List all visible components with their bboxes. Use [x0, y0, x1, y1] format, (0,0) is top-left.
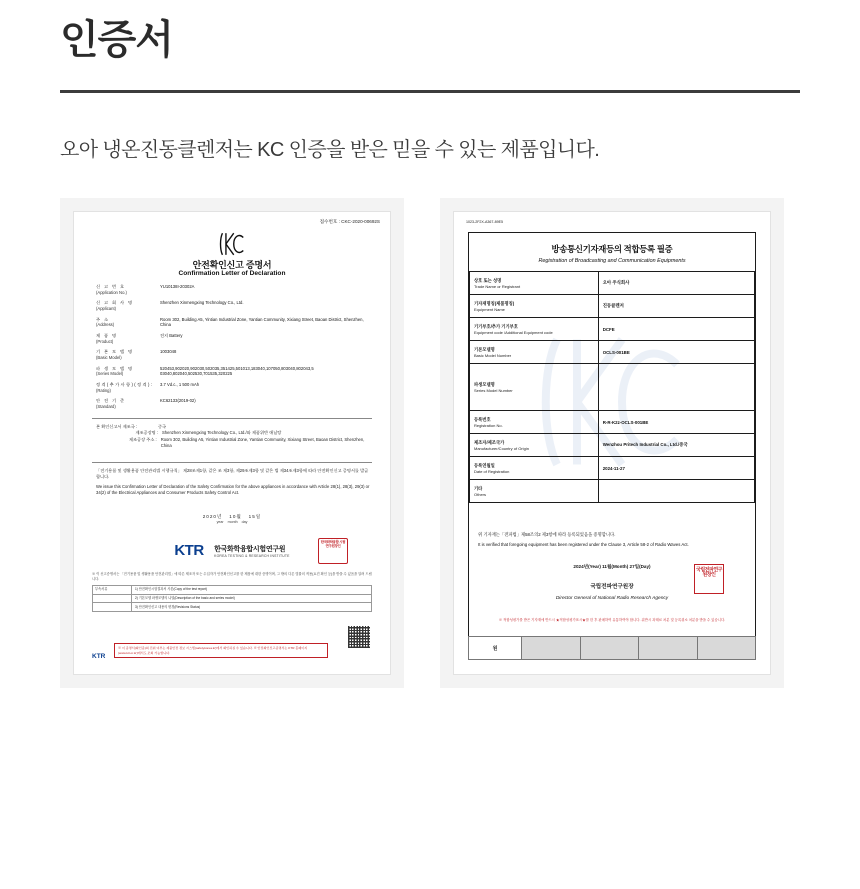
table-row [470, 411, 755, 434]
field-label-ko: 기 본 모 델 명 [96, 349, 134, 355]
issue-date [74, 514, 390, 524]
table-row [96, 284, 372, 295]
table-cell-label [470, 411, 599, 434]
table-row [96, 382, 372, 393]
table-cell-value: R-R-K2z-OCLS-001BE [598, 411, 754, 434]
page-title: 인증서 [60, 18, 173, 62]
table-cell-label [470, 364, 599, 411]
issue-year-en: year [216, 520, 224, 524]
kc-logo-icon [219, 232, 245, 256]
table-cell-label [470, 457, 599, 480]
table-row [96, 333, 372, 344]
table-cell-label [470, 480, 599, 503]
row-label-ko: 기자재명칭(제품명칭) [474, 300, 515, 306]
right-doc-number: 1023-2F2X-A367-89E5 [466, 220, 503, 224]
certificate-gallery [60, 198, 800, 688]
field-label-ko: 주 소 [96, 316, 110, 322]
left-footnotes [92, 572, 372, 612]
issuer-stamp: 한국화학융합 시험연구원장인 [318, 538, 348, 564]
right-title-ko: 방송통신기자재등의 적합등록 필증 [551, 244, 673, 254]
field-value: 전지 Battery [160, 333, 183, 339]
table-row [470, 457, 755, 480]
footer-strip-cell [522, 637, 581, 659]
table-row [93, 586, 371, 595]
row-label-en: Series Model Number [474, 387, 513, 393]
table-row [93, 603, 371, 611]
registration-table [469, 271, 755, 503]
ktr-logo-text: KTR [174, 542, 204, 560]
field-label-en: (Series Model) [96, 371, 124, 377]
factory-address-value: Room 302, Building A5, Yintian Industrial Zone, Yantian Community, Xixiang Street, Baoan District, Shenzhen, China [160, 436, 365, 448]
left-title-en: Confirmation Letter of Declaration [178, 270, 286, 277]
footer-strip-label: 원 [469, 637, 522, 659]
row-label-en: Trade Name or Registrant [474, 283, 521, 289]
attachment-value: 1) 안전확인시험결과서 사본(Copy of the test report) [135, 587, 208, 592]
ktr-footer-logo: KTR [92, 653, 106, 660]
table-row [96, 317, 372, 328]
page-subtitle: 오아 냉온진동클렌저는 KC 인증을 받은 믿을 수 있는 제품입니다. [60, 139, 600, 161]
origin-block [96, 424, 372, 449]
field-label-en: (Application No.) [96, 289, 127, 295]
certificate-card-radio [440, 198, 784, 688]
verification-note-ko: 위 기자재는「전파법」제58조의2 제3항에 따라 등록되었음을 증명합니다. [478, 532, 616, 537]
table-row [96, 398, 372, 409]
field-label-en: (Basic Model) [96, 355, 122, 361]
table-cell-value: OCLS-001BE [598, 341, 754, 364]
issuer-name-ko: 한국화학융합시험연구원 [214, 545, 286, 553]
attachment-label [93, 595, 132, 603]
table-cell-value: 2024-11-27 [598, 457, 754, 480]
row-label-en: Equipment Name [474, 306, 505, 312]
left-doc-number: 접수번호 : CKC-2020-00692S [319, 219, 380, 224]
right-red-note: ※ 적합성평가를 받은 기자재에 반드시 ★적합성평가표시★를 한 후 판매하여 유통하여야 합니다. 위반시 과태료 처분 및 등록취소 처분을 받을 수 있습니다. [498, 618, 726, 622]
table-cell-label [470, 318, 599, 341]
table-cell-label [470, 272, 599, 295]
table-cell-label [470, 434, 599, 457]
table-row [470, 434, 755, 457]
row-label-ko: 기기부호/추가 기기부호 [474, 323, 518, 329]
registration-date-line: 2024년(Year) 11월(Month) 27일(Day) [573, 564, 651, 569]
table-row [96, 349, 372, 360]
row-label-en: Registration No. [474, 422, 503, 428]
table-cell-value: DCFE [598, 318, 754, 341]
legal-text-en: We issue this Confirmation Letter of Declaration of the Safety Confirmation for the above appliances in accordance with Article 28(1), 28(3), 29(3) or 34(2) of the Electrical Appliances and Consumer Products Safety Control Act. [96, 484, 370, 496]
footer-strip-cell [581, 637, 640, 659]
legal-text-ko: 「전기용품 및 생활용품 안전관리법 시행규칙」 제28조제1항, 같은 조 제3항, 제29조제3항 및 같은 법 제34조제3항에 따라 안전확인신고 증명서를 발급합니다. [96, 468, 369, 480]
field-label-ko: 파 생 모 델 명 [96, 365, 134, 371]
origin-value: 중국 [158, 424, 167, 429]
field-value: Shenzhen Xinmengxing Technology Co., Ltd. [160, 300, 244, 306]
row-label-en: Equipment code /Additional Equipment code [474, 329, 553, 335]
row-label-ko: 등록번호 [474, 416, 491, 422]
table-cell-label [470, 295, 599, 318]
row-label-en: Basic Model Number [474, 352, 512, 358]
left-field-rows [96, 284, 372, 415]
safety-confirmation-document [74, 212, 390, 674]
table-cell-value: 진동클렌저 [598, 295, 754, 318]
table-cell-value [598, 480, 754, 503]
radio-registration-document [454, 212, 770, 674]
left-divider-2 [92, 462, 372, 463]
field-value: KC62133(2019-02) [160, 398, 196, 404]
left-title-ko: 안전확인신고 증명서 [192, 260, 272, 270]
attachment-value: 3) 안전확인신고 내용의 변경(Revisions Status) [135, 604, 201, 609]
right-title-en: Registration of Broadcasting and Communication Equipments [538, 258, 686, 264]
table-cell-label [470, 341, 599, 364]
table-cell-value [598, 364, 754, 411]
row-label-ko: 등록연월일 [474, 462, 495, 468]
table-cell-value: 오아 주식회사 [598, 272, 754, 295]
row-label-en: Date of Registration [474, 468, 510, 474]
issuer-name-en: KOREA TESTING & RESEARCH INSTITUTE [214, 553, 290, 558]
table-row [470, 480, 755, 503]
row-label-en: Manufacturer/Country of Origin [474, 445, 529, 451]
field-label-en: (Rating) [96, 387, 111, 393]
field-label-ko: 제 품 명 [96, 333, 118, 339]
row-label-ko: 기본모델명 [474, 346, 495, 352]
issue-month: 10월 [229, 514, 242, 519]
row-label-ko: 기타 [474, 485, 483, 491]
table-row [96, 366, 372, 377]
field-value: 520453,902020,902030,502035,351425,501013,183040,107050,803040,802043,5 03040,802040,502530,701535,320225 [160, 365, 314, 377]
field-value: 3.7 Vd.c., 1 500 mAh [160, 382, 200, 388]
agency-name-en: Director General of National Radio Research Agency [555, 596, 669, 601]
row-label-ko: 파생모델명 [474, 381, 495, 387]
table-row [93, 595, 371, 604]
attachment-table [92, 585, 372, 612]
row-label-ko: 상호 또는 성명 [474, 277, 502, 283]
footer-strip [468, 636, 756, 660]
field-label-ko: 신 고 번 호 [96, 284, 126, 289]
issue-date-en [74, 520, 390, 524]
left-divider-1 [92, 418, 372, 419]
field-label-en: (Product) [96, 338, 114, 344]
factory-label: 제조공장명 : [135, 430, 158, 436]
factory-address-label: 제조공장 주소 : [128, 436, 157, 442]
issue-day: 15일 [248, 514, 262, 519]
certificate-card-safety [60, 198, 404, 688]
field-label-ko: 안 전 기 준 [96, 398, 126, 404]
title-divider [60, 90, 800, 93]
qr-code [348, 626, 370, 648]
issue-day-en: day [241, 520, 248, 524]
agency-stamp: 국립전파연구원장인 [694, 564, 724, 594]
table-row [470, 295, 755, 318]
field-label-en: (Address) [96, 322, 115, 328]
footer-strip-cell [639, 637, 698, 659]
field-value: YU10138I-20302A [160, 284, 195, 289]
field-label-ko: 신 고 회 사 명 [96, 300, 134, 306]
footer-strip-cell [698, 637, 756, 659]
attachment-label: 부속서류 [93, 586, 132, 594]
factory-value: Shenzhen Xinmengxing Technology Co., Ltd./와 제품위반 애닐탕 [162, 430, 282, 436]
table-row [96, 300, 372, 311]
table-row [470, 341, 755, 364]
origin-label: 본 확인신고서 제조국 : [96, 424, 138, 429]
row-label-ko: 제조자/제조국가 [474, 439, 505, 445]
issue-year: 2020년 [202, 514, 223, 519]
issue-month-en: month [227, 520, 238, 524]
table-row [470, 364, 755, 411]
field-label-en: (Standard) [96, 404, 116, 410]
agency-name-ko: 국립전파연구원장 [590, 584, 634, 590]
table-row [470, 272, 755, 295]
table-cell-value: Wenzhou Pritech Industrial Co., Ltd./중국 [598, 434, 754, 457]
table-row [470, 318, 755, 341]
verification-note: ※ 이 증명서(확인증)의 진위 여부는 제품안전 정보 시스템(safetykorea.kr)에서 확인하실 수 있습니다. ※ 안전확인신고증명서는 KTR 홈페이지(www.ktr.or.kr)에서도 조회 가능합니다. [114, 643, 328, 658]
field-value: 1003048 [160, 349, 177, 355]
field-value: Room 302, Building A5, Yintian Industrial Zone, Yantian Community, Xixiang Street, Baoan District, Shenzhen, China [160, 316, 364, 328]
footnote-1: ※ 이 신고증명서는 「전기용품 및 생활용품 안전관리법」에 따른 제조자 또는 수입자가 안전확인신고를 한 제품에 대한 증명이며, 그 밖의 다른 법률의 적용(요건 확인 등)을 받을 수 있음을 알려 드립니다. [92, 572, 372, 581]
field-label-en: (Applicant) [96, 306, 117, 312]
verification-note-en: It is verified that foregoing equipment has been registered under the Clause 3, Article 58-2 of Radio Waves Act. [478, 542, 689, 547]
field-label-ko: 정격(추가사항)(정격): [96, 382, 154, 388]
attachment-value: 2) 기본모델 파생모델의 나열(Description of the basic and series model) [135, 596, 235, 601]
row-label-en: Others [474, 491, 487, 497]
attachment-label [93, 603, 132, 611]
